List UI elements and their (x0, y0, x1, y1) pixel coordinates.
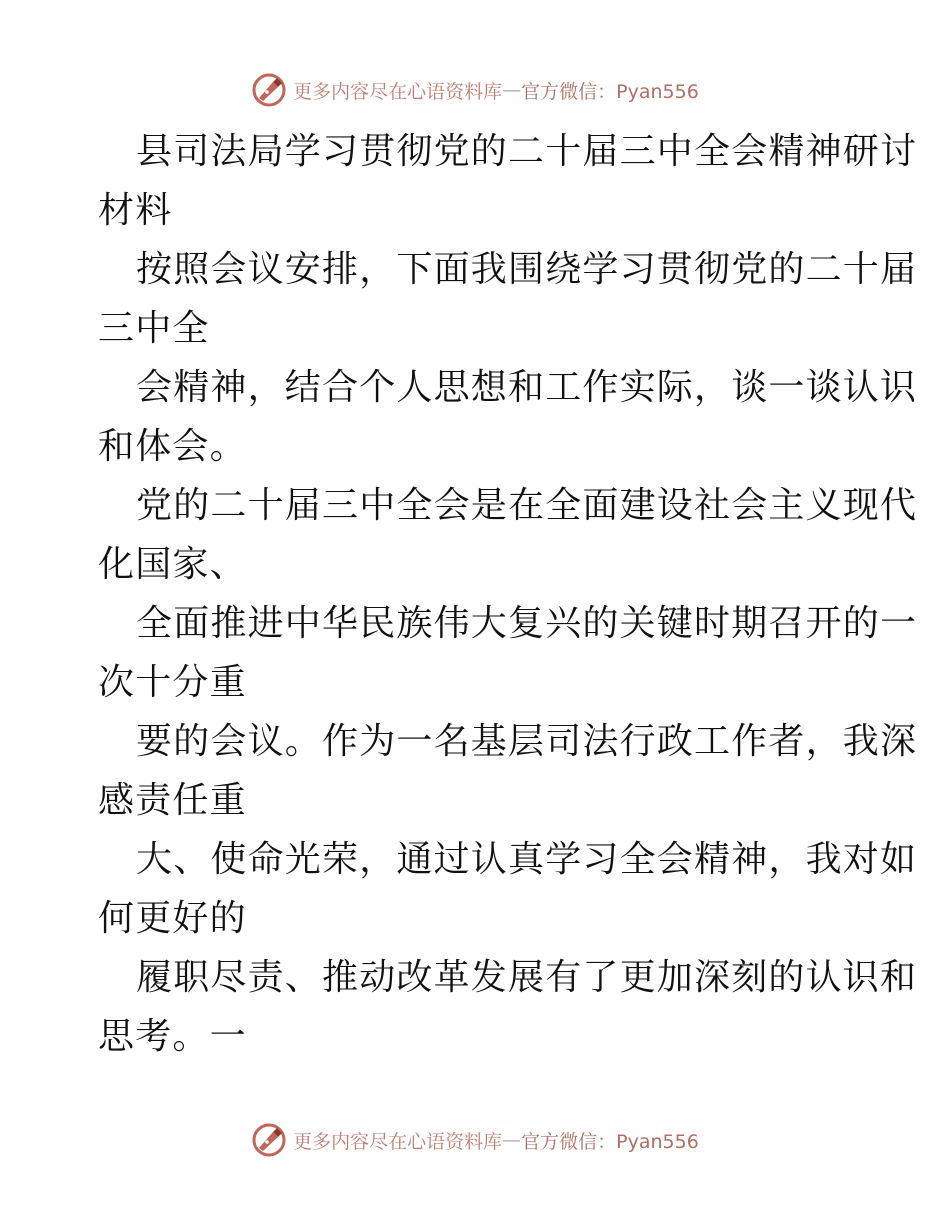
document-title-line: 县司法局学习贯彻党的二十届三中全会精神研讨 (136, 131, 918, 172)
paragraph-line: 感责任重 (98, 780, 247, 821)
footer-watermark (0, 1120, 950, 1160)
header-watermark (0, 70, 950, 110)
watermark-text: 更多内容尽在心语资料库 (293, 1130, 503, 1153)
document-title-line: 材料 (98, 190, 173, 231)
watermark-dash: — (502, 79, 522, 101)
paragraph-line: 党的二十届三中全会是在全面建设社会主义现代 (136, 485, 918, 526)
paragraph-line: 三中全 (98, 308, 210, 349)
watermark-wechat: 官方微信：Pyan556 (521, 1130, 699, 1153)
paragraph-line: 何更好的 (98, 898, 247, 939)
paragraph-line: 和体会。 (98, 426, 247, 467)
paragraph-line: 大、使命光荣，通过认真学习全会精神，我对如 (136, 839, 918, 880)
paragraph-line: 会精神，结合个人思想和工作实际，谈一谈认识 (136, 367, 918, 408)
paragraph-line: 次十分重 (98, 662, 247, 703)
watermark-wechat: 官方微信：Pyan556 (521, 80, 699, 103)
watermark-dash: — (502, 1129, 522, 1151)
paragraph-line: 要的会议。作为一名基层司法行政工作者，我深 (136, 721, 918, 762)
document-body (98, 122, 918, 1066)
paragraph-line: 按照会议安排，下面我围绕学习贯彻党的二十届 (136, 249, 918, 290)
paragraph-line: 化国家、 (98, 544, 247, 585)
paragraph-line: 履职尽责、推动改革发展有了更加深刻的认识和 (136, 957, 918, 998)
pen-nib-logo-icon (251, 1122, 287, 1158)
watermark-text: 更多内容尽在心语资料库 (293, 80, 503, 103)
pen-nib-logo-icon (251, 72, 287, 108)
paragraph-line: 全面推进中华民族伟大复兴的关键时期召开的一 (136, 603, 918, 644)
paragraph-line: 思考。一 (98, 1016, 247, 1057)
